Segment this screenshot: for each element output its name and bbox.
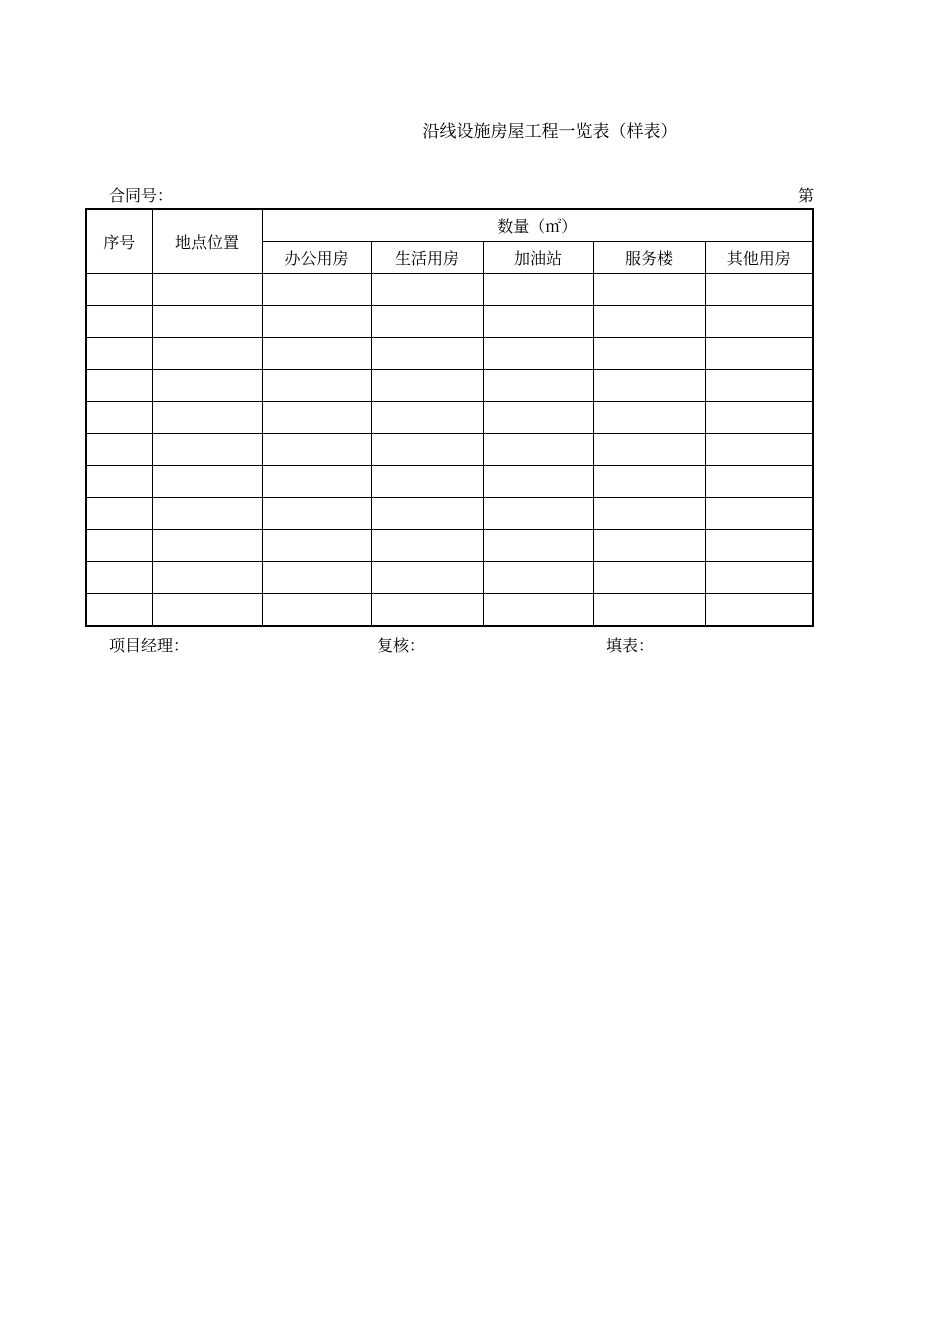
table-cell[interactable] bbox=[371, 338, 483, 370]
table-cell[interactable] bbox=[262, 530, 371, 562]
table-cell[interactable] bbox=[705, 498, 813, 530]
table-cell[interactable] bbox=[705, 594, 813, 626]
table-cell[interactable] bbox=[152, 434, 262, 466]
table-cell[interactable] bbox=[483, 402, 593, 434]
table-cell[interactable] bbox=[86, 306, 152, 338]
table-cell[interactable] bbox=[483, 466, 593, 498]
table-cell[interactable] bbox=[371, 274, 483, 306]
table-cell[interactable] bbox=[262, 562, 371, 594]
page-number-label: 第 bbox=[798, 186, 814, 205]
table-cell[interactable] bbox=[86, 594, 152, 626]
table-cell[interactable] bbox=[152, 498, 262, 530]
table-cell[interactable] bbox=[86, 338, 152, 370]
table-cell[interactable] bbox=[483, 338, 593, 370]
table-row bbox=[86, 434, 813, 466]
table-cell[interactable] bbox=[371, 466, 483, 498]
table-cell[interactable] bbox=[371, 594, 483, 626]
table-cell[interactable] bbox=[705, 338, 813, 370]
table-cell[interactable] bbox=[152, 594, 262, 626]
table-cell[interactable] bbox=[262, 594, 371, 626]
table-cell[interactable] bbox=[371, 530, 483, 562]
table-cell[interactable] bbox=[593, 274, 705, 306]
header-location: 地点位置 bbox=[152, 209, 262, 274]
table-cell[interactable] bbox=[86, 498, 152, 530]
header-quantity-group: 数量（㎡） bbox=[262, 209, 813, 242]
table-cell[interactable] bbox=[262, 466, 371, 498]
table-cell[interactable] bbox=[262, 402, 371, 434]
table-cell[interactable] bbox=[593, 338, 705, 370]
document-title: 沿线设施房屋工程一览表（样表） bbox=[422, 122, 678, 142]
table-cell[interactable] bbox=[705, 466, 813, 498]
table-row bbox=[86, 274, 813, 306]
project-manager-label: 项目经理： bbox=[109, 636, 190, 655]
table-row bbox=[86, 466, 813, 498]
header-other: 其他用房 bbox=[705, 242, 813, 274]
table-cell[interactable] bbox=[152, 530, 262, 562]
table-row bbox=[86, 594, 813, 626]
header-row-1 bbox=[86, 209, 813, 242]
filler-label: 填表： bbox=[606, 636, 655, 655]
header-gas-station: 加油站 bbox=[483, 242, 593, 274]
table-row bbox=[86, 498, 813, 530]
reviewer-label: 复核： bbox=[377, 636, 426, 655]
table-row bbox=[86, 306, 813, 338]
table-row bbox=[86, 370, 813, 402]
table-cell[interactable] bbox=[705, 402, 813, 434]
table-cell[interactable] bbox=[593, 402, 705, 434]
table-cell[interactable] bbox=[262, 498, 371, 530]
table-cell[interactable] bbox=[483, 498, 593, 530]
table-cell[interactable] bbox=[152, 466, 262, 498]
table-cell[interactable] bbox=[152, 306, 262, 338]
table-cell[interactable] bbox=[483, 434, 593, 466]
header-office: 办公用房 bbox=[262, 242, 371, 274]
table-cell[interactable] bbox=[86, 562, 152, 594]
table-row bbox=[86, 530, 813, 562]
table-cell[interactable] bbox=[262, 434, 371, 466]
contract-number-label: 合同号： bbox=[109, 186, 174, 205]
table-cell[interactable] bbox=[371, 434, 483, 466]
header-living: 生活用房 bbox=[371, 242, 483, 274]
facility-table bbox=[85, 208, 814, 627]
header-index: 序号 bbox=[86, 209, 152, 274]
table-cell[interactable] bbox=[593, 562, 705, 594]
table-cell[interactable] bbox=[483, 306, 593, 338]
table-cell[interactable] bbox=[593, 530, 705, 562]
table-cell[interactable] bbox=[483, 594, 593, 626]
table-cell[interactable] bbox=[593, 434, 705, 466]
table-cell[interactable] bbox=[152, 402, 262, 434]
table-cell[interactable] bbox=[593, 370, 705, 402]
table-cell[interactable] bbox=[483, 274, 593, 306]
table-cell[interactable] bbox=[593, 498, 705, 530]
table-cell[interactable] bbox=[262, 338, 371, 370]
table-cell[interactable] bbox=[371, 498, 483, 530]
table-cell[interactable] bbox=[483, 370, 593, 402]
table-cell[interactable] bbox=[262, 370, 371, 402]
table-cell[interactable] bbox=[86, 530, 152, 562]
table-cell[interactable] bbox=[86, 402, 152, 434]
table-cell[interactable] bbox=[705, 530, 813, 562]
table-cell[interactable] bbox=[593, 306, 705, 338]
table-cell[interactable] bbox=[705, 274, 813, 306]
table-cell[interactable] bbox=[483, 530, 593, 562]
table-cell[interactable] bbox=[86, 274, 152, 306]
table-row bbox=[86, 562, 813, 594]
table-row bbox=[86, 338, 813, 370]
table-cell[interactable] bbox=[152, 274, 262, 306]
table-cell[interactable] bbox=[86, 466, 152, 498]
table-cell[interactable] bbox=[483, 562, 593, 594]
table-cell[interactable] bbox=[152, 338, 262, 370]
table-cell[interactable] bbox=[705, 562, 813, 594]
table-cell[interactable] bbox=[371, 370, 483, 402]
table-cell[interactable] bbox=[152, 370, 262, 402]
table-cell[interactable] bbox=[705, 434, 813, 466]
table-cell[interactable] bbox=[371, 306, 483, 338]
table-cell[interactable] bbox=[262, 306, 371, 338]
table-row bbox=[86, 402, 813, 434]
table-cell[interactable] bbox=[705, 306, 813, 338]
table-cell[interactable] bbox=[593, 594, 705, 626]
table-cell[interactable] bbox=[86, 434, 152, 466]
header-service-building: 服务楼 bbox=[593, 242, 705, 274]
table-cell[interactable] bbox=[705, 370, 813, 402]
table-cell[interactable] bbox=[593, 466, 705, 498]
table-cell[interactable] bbox=[371, 402, 483, 434]
table-cell[interactable] bbox=[371, 562, 483, 594]
table-cell[interactable] bbox=[86, 370, 152, 402]
table-cell[interactable] bbox=[152, 562, 262, 594]
table-cell[interactable] bbox=[262, 274, 371, 306]
